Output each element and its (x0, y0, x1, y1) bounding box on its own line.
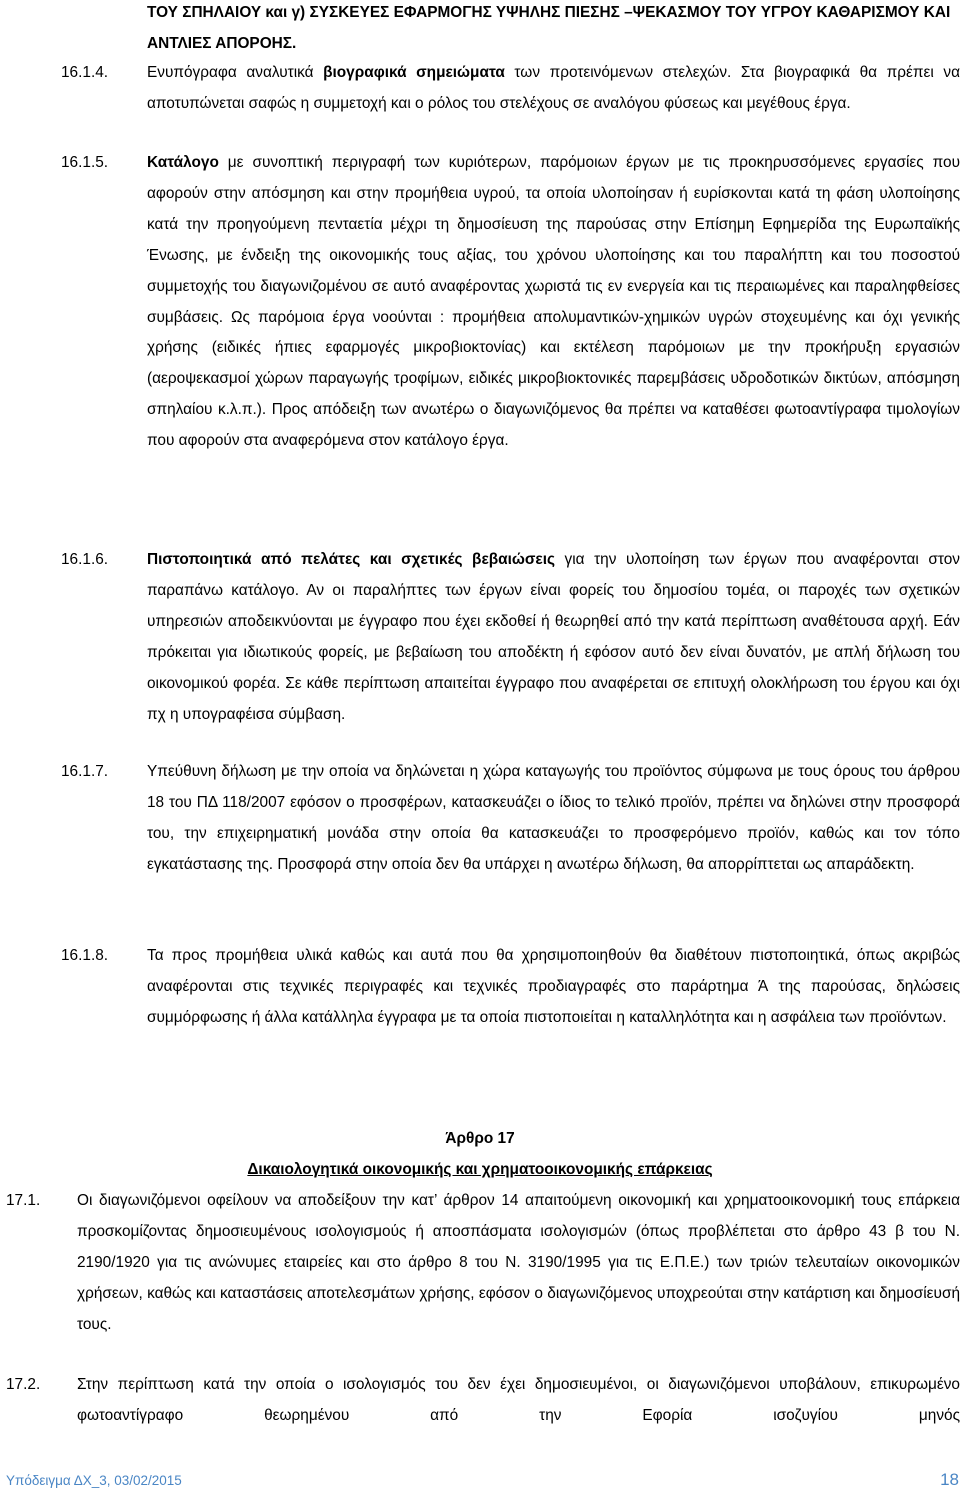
page-number: 18 (940, 1470, 959, 1489)
item-text: Ενυπόγραφα αναλυτικά βιογραφικά σημειώματα των προτεινόμενων στελεχών. Στα βιογραφικά θα πρέπει να αποτυπώνεται σαφώς η συμμετοχή και ο ρόλος του στελέχους σε αναλόγου φύσεως και μεγέθους έργα. (147, 64, 960, 112)
article-subheading: Δικαιολογητικά οικονομικής και χρηματοοικονομικής επάρκειας (247, 1161, 713, 1178)
item-text: Υπεύθυνη δήλωση με την οποία να δηλώνεται η χώρα καταγωγής του προϊόντος σύμφωνα με τους όρους του άρθρου 18 του ΠΔ 118/2007 εφόσον ο προσφέρων, κατασκευάζει ο ίδιος το τελικό προϊόν, πρέπει να δηλώνει στην προσφορά του, την επιχειρηματική μονάδα στην οποία θα κατασκευάζει το προσφερόμενο προϊόν, καθώς και τον τόπο εγκατάστασης της. Προσφορά στην οποία δεν θα υπάρχει η ανωτέρω δήλωση, θα απορρίπτεται ως απαράδεκτη. (147, 763, 960, 873)
item-number: 16.1.4. (61, 64, 109, 81)
item-text: Οι διαγωνιζόμενοι οφείλουν να αποδείξουν την κατ’ άρθρον 14 απαιτούμενη οικονομική και χρηματοοικονομική τους επάρκεια προσκομίζοντας δημοσιευμένους ισολογισμούς ή αποσπάσματα ισολογισμών (όπως προβλέπεται στο άρθρο 43 β του Ν. 2190/1920 για τις ανώνυμες εταιρείες και στο άρθρο 8 του Ν. 3190/1995 για τις Ε.Π.Ε.) των τριών τελευταίων οικονομικών χρήσεων, καθώς και καταστάσεις αποτελεσμάτων χρήσης, εφόσον ο διαγωνιζόμενος υποχρεούται στην κατάρτιση και δημοσίευσή τους. (77, 1192, 960, 1333)
item-number: 16.1.5. (61, 154, 109, 171)
footer-template-label: Υπόδειγμα ΔΧ_3, 03/02/2015 (6, 1473, 182, 1488)
section-title-continuation: ΤΟΥ ΣΠΗΛΑΙΟΥ και γ) ΣΥΣΚΕΥΕΣ ΕΦΑΡΜΟΓΗΣ ΥΨΗΛΗΣ ΠΙΕΣΗΣ –ΨΕΚΑΣΜΟΥ ΤΟΥ ΥΓΡΟΥ ΚΑΘΑΡΙΣΜΟΥ ΚΑΙ ΑΝΤΛΙΕΣ ΑΠΟΡΟΗΣ. (147, 4, 951, 52)
article-heading: Άρθρο 17 (445, 1130, 515, 1147)
item-text: Τα προς προμήθεια υλικά καθώς και αυτά που θα χρησιμοποιηθούν θα διαθέτουν πιστοποιητικά, όπως ακριβώς αναφέρονται στις τεχνικές περιγραφές και τεχνικές προδιαγραφές στο παράρτημα Ά της παρούσας, δηλώσεις συμμόρφωσης ή άλλα κατάλληλα έγγραφα με τα οποία πιστοποιείται η καταλληλότητα και η ασφάλεια των προϊόντων. (147, 947, 960, 1026)
item-number: 16.1.8. (61, 947, 109, 964)
item-text: Στην περίπτωση κατά την οποία ο ισολογισμός του δεν έχει δημοσιευμένοι, οι διαγωνιζόμενοι υποβάλουν, επικυρωμένο φωτοαντίγραφο θεωρημένου από την Εφορία ισοζυγίου μηνός (77, 1376, 960, 1424)
item-number: 17.2. (6, 1376, 41, 1393)
item-text: Πιστοποιητικά από πελάτες και σχετικές βεβαιώσεις για την υλοποίηση των έργων που αναφέρονται στον παραπάνω κατάλογο. Αν οι παραλήπτες των έργων είναι φορείς του δημοσίου τομέα, οι παροχές των σχετικών υπηρεσιών αποδεικνύονται με έγγραφο που έχει εκδοθεί ή θεωρηθεί από την κατά περίπτωση αναθέτουσα αρχή. Εάν πρόκειται για ιδιωτικούς φορείς, με βεβαίωση του αποδέκτη ή εφόσον αυτό δεν είναι δυνατόν, με απλή δήλωση του οικονομικού φορέα. Σε κάθε περίπτωση απαιτείται έγγραφο που αναφέρεται σε επιτυχή ολοκλήρωση του έργου και όχι πχ η υπογραφέισα σύμβαση. (147, 551, 960, 723)
item-number: 17.1. (6, 1192, 41, 1209)
item-number: 16.1.6. (61, 551, 109, 568)
item-number: 16.1.7. (61, 763, 109, 780)
item-text: Κατάλογο με συνοπτική περιγραφή των κυριότερων, παρόμοιων έργων με τις προκηρυσσόμενες εργασίες που αφορούν στην απόσμηση και στην προμήθεια υγρού, τα οποία υλοποίησαν ή ευρίσκονται κατά τη φάση υλοποίησης κατά την προηγούμενη πενταετία μέχρι τη δημοσίευση της παρούσας στην Επίσημη Εφημερίδα της Ευρωπαϊκής Ένωσης, με ένδειξη της οικονομικής τους αξίας, του χρόνου υλοποίησης και του παραλήπτη και του ποσοστού συμμετοχής του διαγωνιζομένου σε αυτό αναφέροντας χωριστά τις εν ενεργεία και τις περαιωμένες και παραληφθείσες συμβάσεις. Ως παρόμοια έργα νοούνται : προμήθεια απολυμαντικών-χημικών υγρών στοχευμένης και όχι γενικής χρήσης (ειδικές ήπιες εφαρμογές μικροβιοκτονίας) και εκτέλεση παρόμοιων με την προκήρυξη εργασιών (αεροψεκασμοί χώρων παραγωγής τροφίμων, ειδικές μικροβιοκτονικές παρεμβάσεις υδροδοτικών δικτύων, απόσμηση σπηλαίου κ.λ.π.). Προς απόδειξη των ανωτέρω ο διαγωνιζόμενος θα πρέπει να καταθέσει φωτοαντίγραφα τιμολογίων που αφορούν στα αναφερόμενα στον κατάλογο έργα. (147, 154, 960, 450)
